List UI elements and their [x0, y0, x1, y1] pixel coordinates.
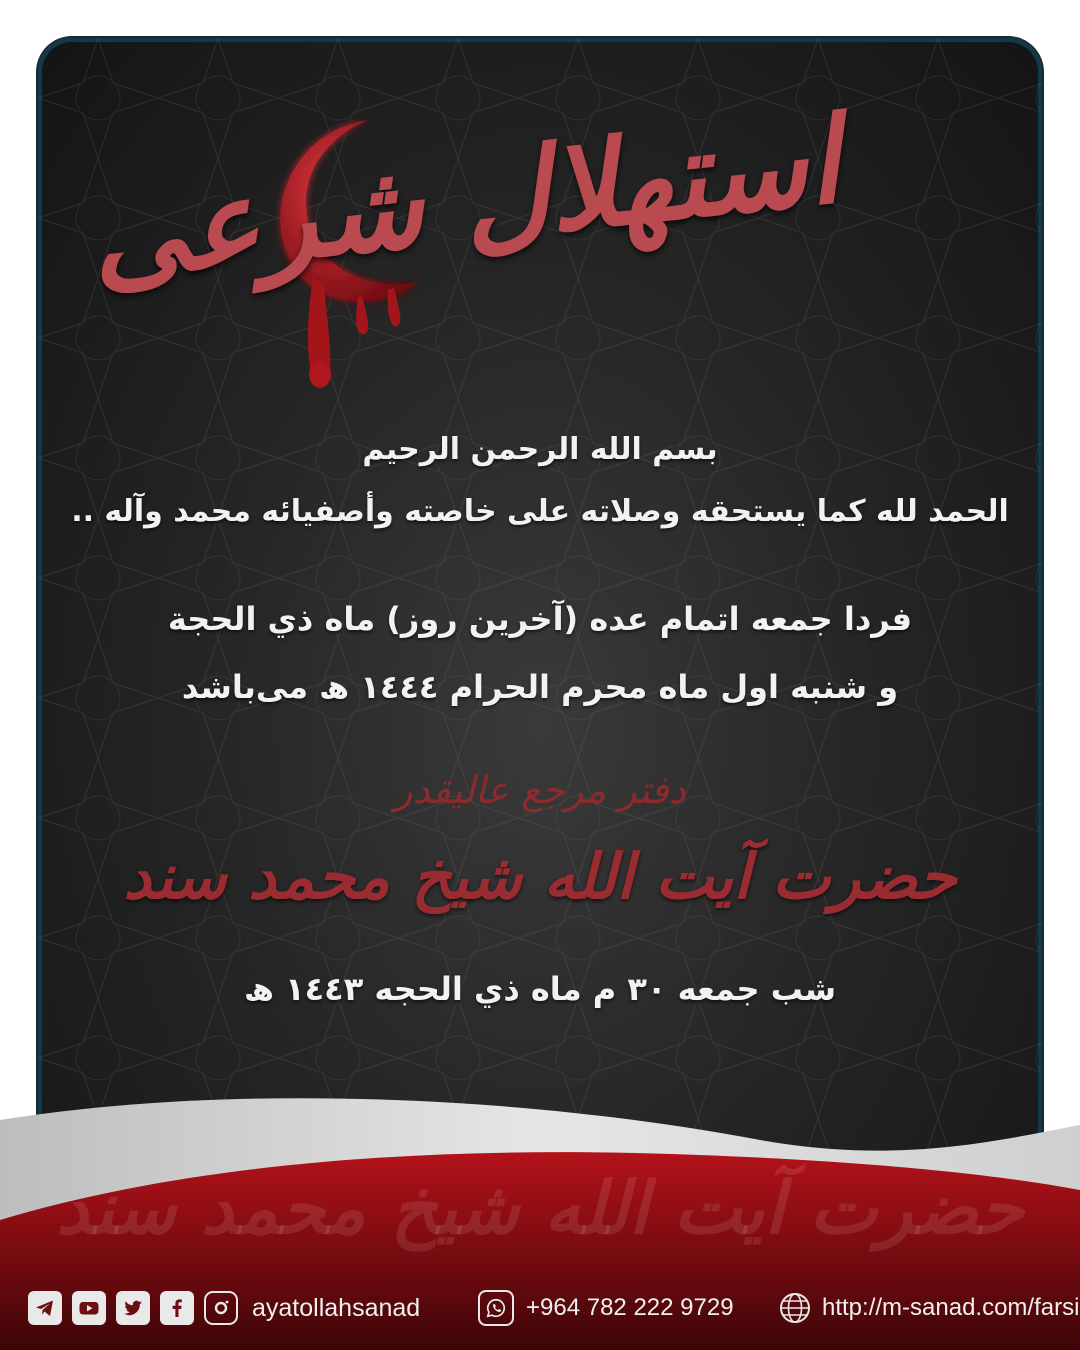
basmala-text: بسم الله الرحمن الرحيم [362, 432, 718, 467]
announcement-line-2: و شنبه اول ماه محرم الحرام ١٤٤٤ ھ مى‌باشد [181, 668, 899, 706]
footer-watermark: حضرت آیت الله شیخ محمد سند [56, 1165, 1024, 1250]
twitter-icon[interactable] [116, 1291, 150, 1325]
telegram-icon[interactable] [28, 1291, 62, 1325]
announcement-line-1: فردا جمعه اتمام عده (آخرين روز) ماه ذي الحجة [167, 600, 913, 638]
globe-icon [778, 1291, 812, 1325]
praise-text: الحمد لله كما يستحقه وصلاته على خاصته وأصفيائه محمد وآله .. [71, 494, 1009, 529]
instagram-icon[interactable] [204, 1291, 238, 1325]
website-url[interactable]: http://m-sanad.com/farsi [822, 1294, 1080, 1321]
youtube-icon[interactable] [72, 1291, 106, 1325]
website-link [778, 1290, 1079, 1326]
signature-office: دفتر مرجع عالیقدر [394, 768, 686, 812]
signature-name: حضرت آیت الله شیخ محمد سند [123, 840, 957, 913]
whatsapp-icon[interactable] [478, 1290, 514, 1326]
social-handle[interactable]: ayatollahsanad [252, 1293, 421, 1322]
date-text: شب جمعه ٣٠ م ماه ذي الحجه ١٤٤٣ ھ [243, 970, 837, 1008]
social-links [28, 1290, 420, 1326]
facebook-icon[interactable] [160, 1291, 194, 1325]
page-title: استهلال شرعی [83, 90, 846, 308]
phone-contact [478, 1290, 734, 1326]
phone-number[interactable]: +964 782 222 9729 [526, 1294, 734, 1321]
